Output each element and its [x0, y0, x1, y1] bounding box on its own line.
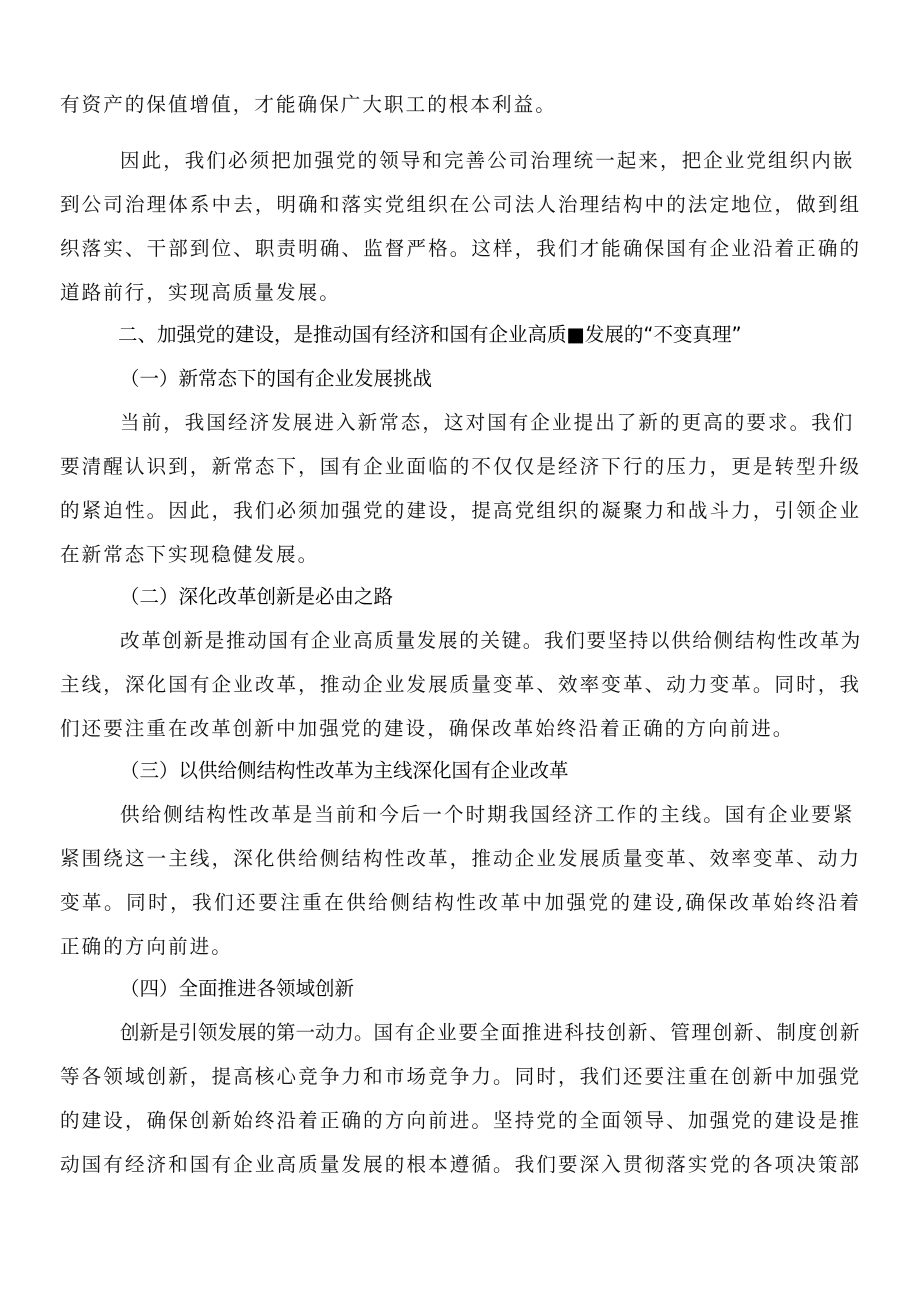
paragraph-1-line-1: 因此，我们必须把加强党的领导和完善公司治理统一起来，把企业党组织内嵌 [120, 149, 855, 172]
subsection-4-line-4: 动国有经济和国有企业高质量发展的根本遵循。我们要深入贯彻落实党的各项决策部 [60, 1153, 860, 1176]
subsection-heading-3: （三）以供给侧结构性改革为主线深化国有企业改革 [120, 759, 569, 782]
subsection-1-line-4: 在新常态下实现稳健发展。 [60, 543, 320, 566]
subsection-4-lead-sentence: 创新是引领发展的第一动力。 [120, 1021, 374, 1044]
subsection-2-line-2: 主线，深化国有企业改革，推动企业发展质量变革、效率变革、动力变革。同时，我 [60, 673, 860, 696]
subsection-heading-4: （四）全面推进各领域创新 [120, 977, 355, 1000]
subsection-heading-2: （二）深化改革创新是必由之路 [120, 585, 394, 608]
subsection-3-line-1: 供给侧结构性改革是当前和今后一个时期我国经济工作的主线。国有企业要紧 [120, 803, 855, 826]
subsection-3-line-4: 正确的方向前进。 [60, 935, 233, 958]
subsection-4-line-1 [120, 1020, 861, 1046]
subsection-4-line-1-rest: 国有企业要全面推进科技创新、管理创新、制度创新 [373, 1021, 862, 1044]
subsection-heading-1: （一）新常态下的国有企业发展挑战 [120, 367, 433, 390]
subsection-4-line-2: 等各领域创新，提高核心竞争力和市场竞争力。同时，我们还要注重在创新中加强党 [60, 1065, 860, 1088]
subsection-1-line-1: 当前，我国经济发展进入新常态，这对国有企业提出了新的更高的要求。我们 [120, 411, 855, 434]
paragraph-continuation-line: 有资产的保值增值，才能确保广大职工的根本利益。 [60, 93, 557, 116]
subsection-2-line-1: 改革创新是推动国有企业高质量发展的关键。我们要坚持以供给侧结构性改革为 [120, 629, 863, 652]
paragraph-1-line-2: 到公司治理体系中去，明确和落实党组织在公司法人治理结构中的法定地位，做到组 [60, 193, 860, 216]
subsection-3-line-3: 变革。同时，我们还要注重在供给侧结构性改革中加强党的建设,确保改革始终沿着 [60, 891, 860, 914]
subsection-1-line-2: 要清醒认识到，新常态下，国有企业面临的不仅仅是经济下行的压力，更是转型升级 [60, 455, 860, 478]
subsection-4-line-3: 的建设，确保创新始终沿着正确的方向前进。坚持党的全面领导、加强党的建设是推 [60, 1109, 860, 1132]
paragraph-1-line-4: 道路前行，实现高质量发展。 [60, 281, 341, 304]
paragraph-1-line-3: 织落实、干部到位、职责明确、监督严格。这样，我们才能确保国有企业沿着正确的 [60, 237, 860, 260]
section-heading-2: 二、加强党的建设，是推动国有经济和国有企业高质■发展的“不变真理” [118, 323, 742, 346]
subsection-3-line-2: 紧围绕这一主线，深化供给侧结构性改革，推动企业发展质量变革、效率变革、动力 [60, 847, 860, 870]
subsection-1-line-3: 的紧迫性。因此，我们必须加强党的建设，提高党组织的凝聚力和战斗力，引领企业 [60, 499, 860, 522]
subsection-2-line-3: 们还要注重在改革创新中加强党的建设，确保改革始终沿着正确的方向前进。 [60, 717, 795, 740]
